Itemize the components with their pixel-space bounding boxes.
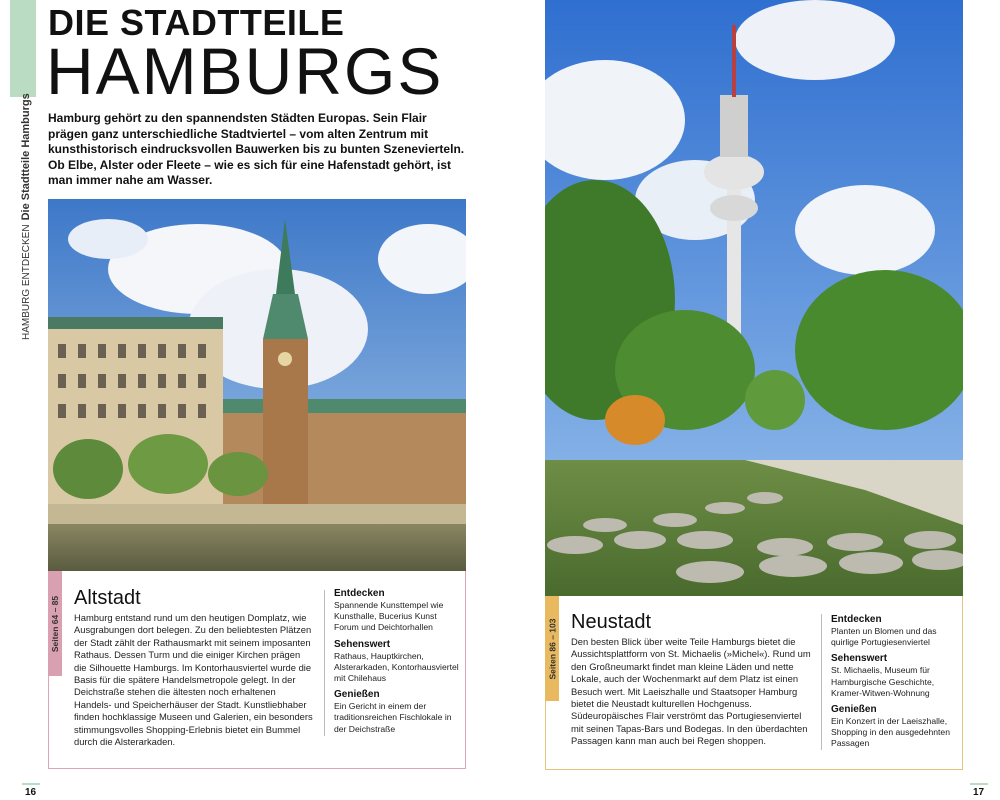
neustadt-photo	[545, 0, 963, 597]
neustadt-pages: Seiten 86 – 103	[547, 618, 557, 679]
altstadt-sehenswert-heading: Sehenswert	[334, 638, 391, 650]
neustadt-geniessen-text: Ein Konzert in der Laeiszhalle, Shopping in den ausgedehnten Passagen	[831, 716, 950, 749]
altstadt-entdecken-text: Spannende Kunsttempel wie Kunsthalle, Bucerius Kunst Forum und Deichtorhallen	[334, 600, 444, 633]
altstadt-photo	[48, 199, 466, 572]
page-number-right: 17	[973, 787, 985, 798]
running-header-chapter: Die Stadtteile Hamburgs	[20, 93, 32, 221]
neustadt-heading: Neustadt	[571, 611, 652, 633]
neustadt-page-tab	[545, 596, 559, 701]
altstadt-entdecken-heading: Entdecken	[334, 588, 385, 599]
neustadt-divider	[821, 614, 822, 750]
altstadt-text: Hamburg entstand rund um den heutigen Domplatz, wie Ausgrabungen dort belegen. Zu den beliebtesten Plätzen der Stadt zählt der Rathausmarkt mit seinem imposanten Rathaus. Dessen Turm und die einiger Kirchen prägen die Silhouette Hamburgs. Im Kontorhausviertel wurde die Basis für die spätere Handelsmetropole gelegt. In der Deichstraße stehen die ältesten noch erhaltenen Handels- und Speicherhäuser der Stadt. Kunstliebhaber finden hochklassige Museen und Galerien, ein besonders stimmungsvolles Shopping-Erlebnis bietet ein Bummel durch die Alsterarkaden.	[74, 612, 313, 748]
altstadt-page-tab	[48, 571, 62, 676]
intro-text: Hamburg gehört zu den spannendsten Städten Europas. Sein Flair prägen ganz unterschiedliche Stadtviertel – vom alten Zentrum mit kunsthistorisch eindrucksvollen Bauwerken bis zu bunten Szenevierteln. Ob Elbe, Alster oder Fleete – wie es sich für eine Hafenstadt gehört, ist man immer nahe am Wasser.	[48, 111, 465, 187]
altstadt-sidebar	[334, 587, 459, 739]
page-number-left-line	[22, 783, 40, 785]
altstadt-heading: Altstadt	[74, 587, 141, 609]
neustadt-text: Den besten Blick über weite Teile Hamburgs bietet die Aussichtsplattform von St. Michaelis (»Michel«). Rund um den Großneumarkt findet man kleine Läden und nette Lokale, auch der Wochenmarkt auf dem Platz ist einen Besuch wert. Mit Laeiszhalle und Staatsoper Hamburg bietet die Neustadt kulturellen Hochgenuss. Südeuropäisches Flair verströmt das Portugiesenviertel mit seinen Tapas-Bars und Bodegas. In den überdachten Passagen kann man auch bei Regen shoppen.	[571, 636, 811, 747]
running-header	[20, 93, 32, 340]
neustadt-entdecken-heading: Entdecken	[831, 614, 882, 625]
chapter-color-tab	[10, 0, 36, 97]
altstadt-geniessen-heading: Genießen	[334, 689, 380, 701]
altstadt-pages: Seiten 64 – 85	[50, 595, 61, 652]
page-number-right-line	[970, 783, 988, 785]
neustadt-entdecken-text: Planten un Blomen und das quirlige Portugiesenviertel	[831, 626, 937, 648]
neustadt-sehenswert-text: St. Michaelis, Museum für Hamburgische Geschichte, Kramer-Witwen-Wohnung	[831, 665, 935, 698]
altstadt-divider	[324, 590, 325, 736]
altstadt-sehenswert-text: Rathaus, Hauptkirchen, Alsterarkaden, Kontorhausviertel mit Chilehaus	[334, 650, 459, 684]
neustadt-sidebar	[831, 613, 956, 754]
altstadt-geniessen-text: Ein Gericht in einem der traditionsreichen Fischlokale in der Deichstraße	[334, 701, 452, 734]
page-title-line2: HAMBURGS	[46, 34, 444, 108]
neustadt-sehenswert-heading: Sehenswert	[831, 653, 888, 665]
running-header-section: HAMBURG ENTDECKEN	[21, 224, 32, 340]
neustadt-geniessen-heading: Genießen	[831, 704, 877, 716]
page-number-left: 16	[25, 787, 37, 798]
page-title-line1: DIE STADTTEILE	[48, 2, 345, 43]
